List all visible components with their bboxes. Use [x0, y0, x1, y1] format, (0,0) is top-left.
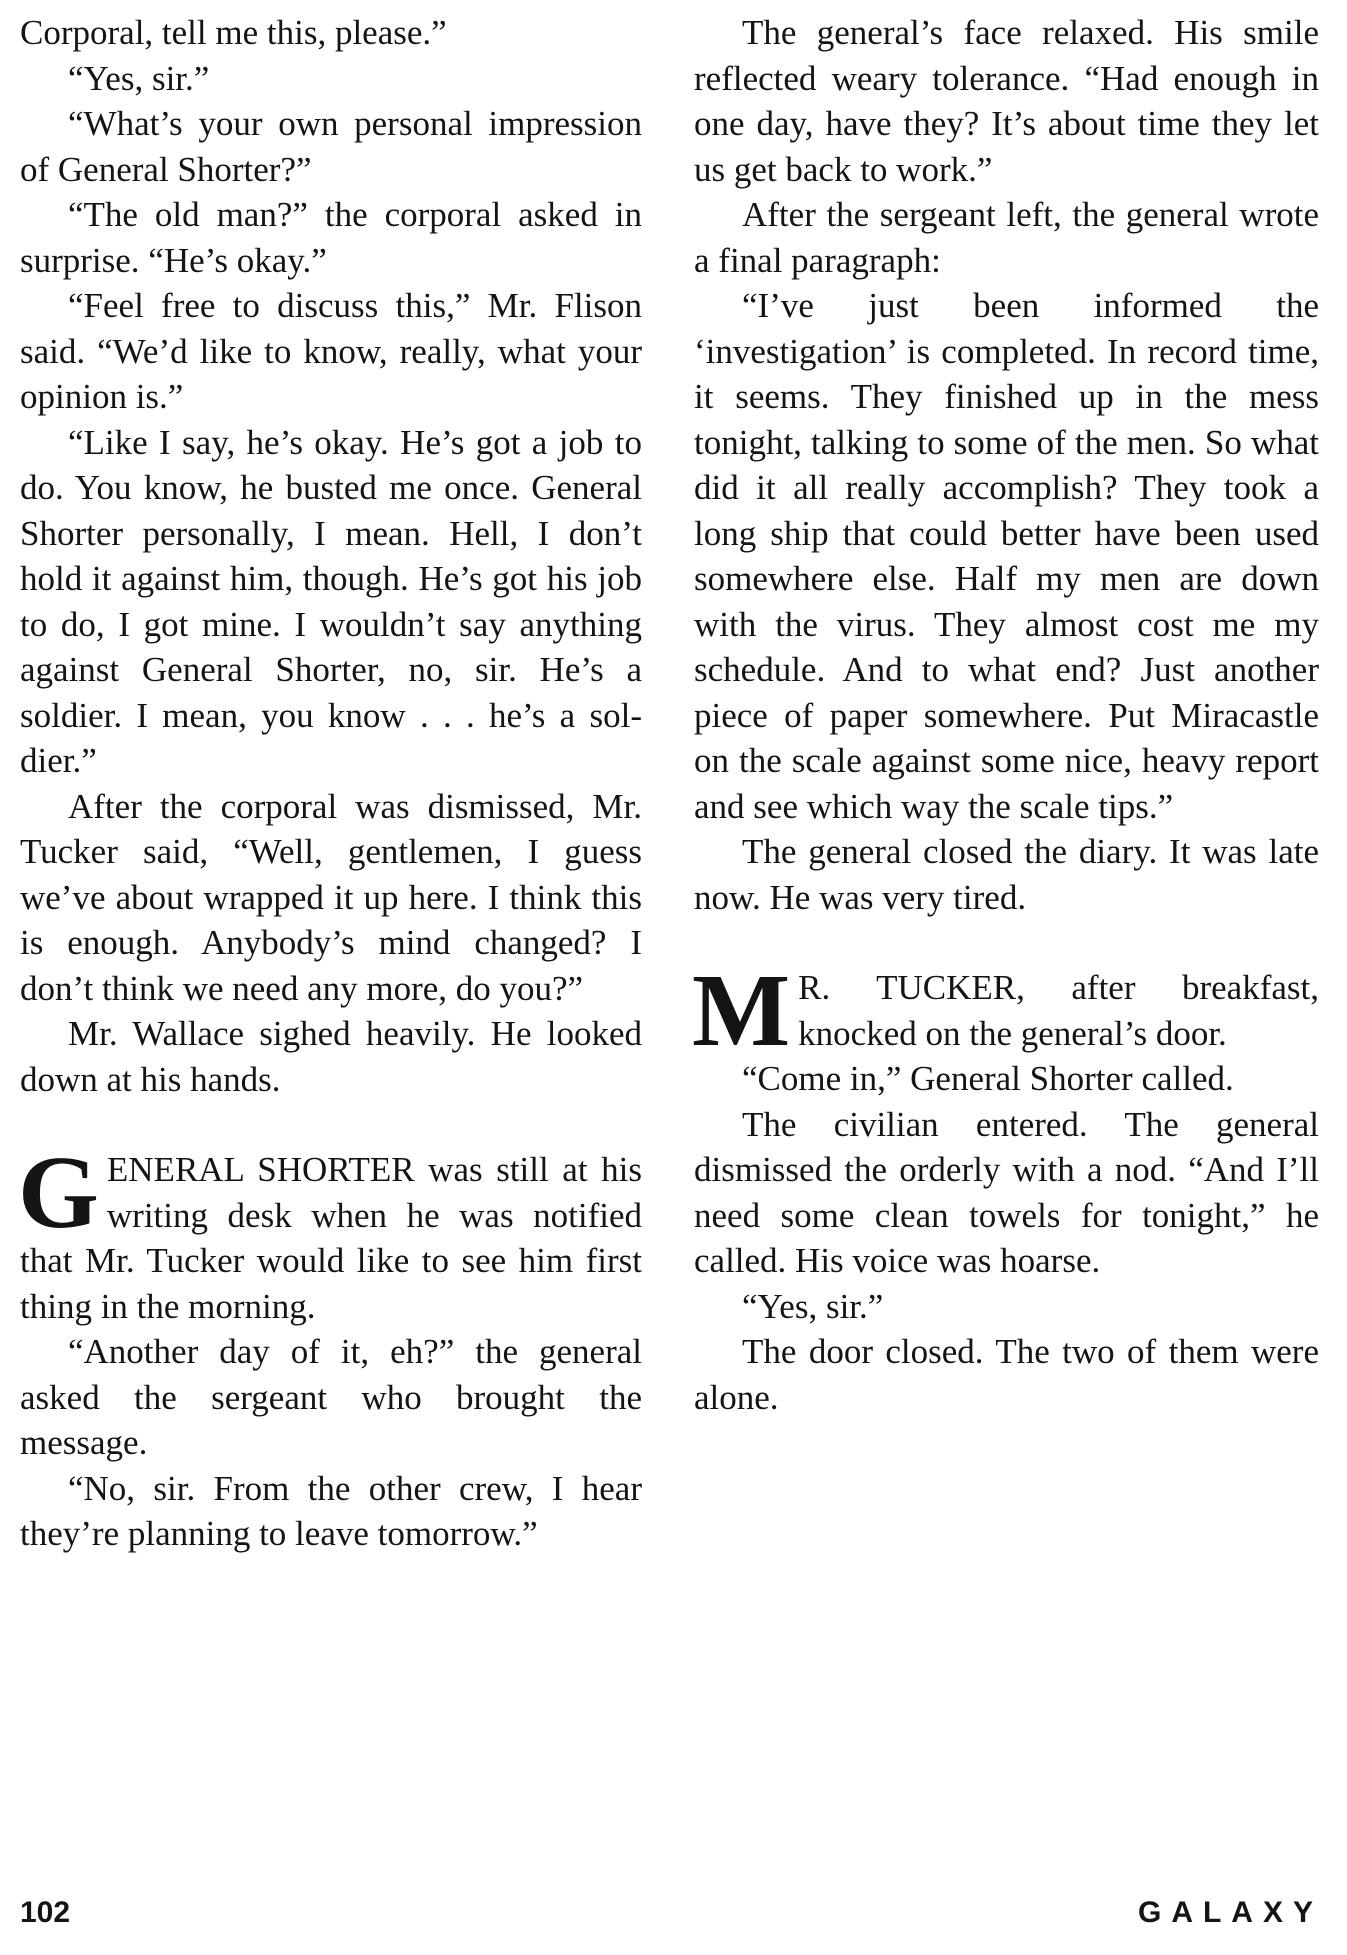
section-opening-paragraph — [692, 953, 1319, 1068]
paragraph: The door closed. The two of them were alone. — [694, 1332, 1319, 1417]
paragraph: “What’s your own personal impression of General Shorter?” — [20, 104, 642, 189]
lead-in: ENERAL SHORTER — [106, 1150, 415, 1189]
magazine-name: GALAXY — [1137, 1896, 1323, 1929]
paragraph: “I’ve just been informed the ‘investigation’ is completed. In record time, it seems. They finished up in the mess tonight, talking to some of the men. So what did it all really accomplish? They took a long ship that could better have been used somewhere else. Half my men are down with the virus. They almost cost me my schedule. And to what end? Just another piece of paper somewhere. Put Miracastle on the scale against some nice, heavy report and see which way the scale tips.” — [694, 286, 1319, 826]
page-number: 102 — [20, 1896, 71, 1929]
section-opening-paragraph — [18, 1135, 642, 1329]
paragraph-text: , after breakfast, knocked on the general’s door. — [798, 968, 1319, 1053]
paragraph: “Yes, sir.” — [742, 1286, 884, 1326]
paragraph: The general closed the diary. It was late now. He was very tired. — [694, 832, 1319, 917]
right-column — [694, 10, 1319, 1420]
paragraph: After the sergeant left, the general wrote a final paragraph: — [694, 195, 1319, 280]
paragraph: “No, sir. From the other crew, I hear they’re planning to leave tomorrow.” — [20, 1468, 642, 1553]
left-column — [20, 10, 642, 1557]
paragraph: “Another day of it, eh?” the general asked the sergeant who brought the message. — [20, 1332, 642, 1462]
drop-cap: G — [18, 1135, 99, 1250]
paragraph: After the corporal was dismissed, Mr. Tucker said, “Well, gentlemen, I guess we’ve about wrapped it up here. I think this is enough. Anybody’s mind changed? I don’t think we need any more, do you?” — [20, 786, 642, 1008]
paragraph: Corporal, tell me this, please.” — [20, 13, 447, 52]
paragraph: The civilian entered. The general dismissed the orderly with a nod. “And I’ll need some clean towels for tonight,” he called. His voice was hoarse. — [694, 1104, 1319, 1280]
paragraph-text: was still at his writing desk when he was notified that Mr. Tucker would like to see him first thing in the morning. — [20, 1150, 642, 1326]
paragraph: “Feel free to discuss this,” Mr. Flison said. “We’d like to know, really, what your opinion is.” — [20, 286, 642, 416]
paragraph: “Like I say, he’s okay. He’s got a job to do. You know, he busted me once. General Shorter personally, I mean. Hell, I don’t hold it against him, though. He’s got his job to do, I got mine. I wouldn’t say anything against General Shorter, no, sir. He’s a soldier. I mean, you know . . . he’s a soldier.” — [20, 422, 642, 780]
section-break — [20, 1102, 642, 1147]
paragraph: “Yes, sir.” — [68, 58, 210, 98]
drop-cap: M — [692, 953, 791, 1068]
paragraph: “The old man?” the corporal asked in surprise. “He’s okay.” — [20, 195, 642, 280]
paragraph: The general’s face relaxed. His smile reflected weary tolerance. “Had enough in one day, have they? It’s about time they let us get back to work.” — [694, 13, 1319, 189]
paragraph: Mr. Wallace sighed heavily. He looked down at his hands. — [20, 1014, 642, 1099]
paragraph: “Come in,” General Shorter called. — [742, 1059, 1234, 1098]
lead-in: R. TUCKER — [798, 968, 1017, 1007]
